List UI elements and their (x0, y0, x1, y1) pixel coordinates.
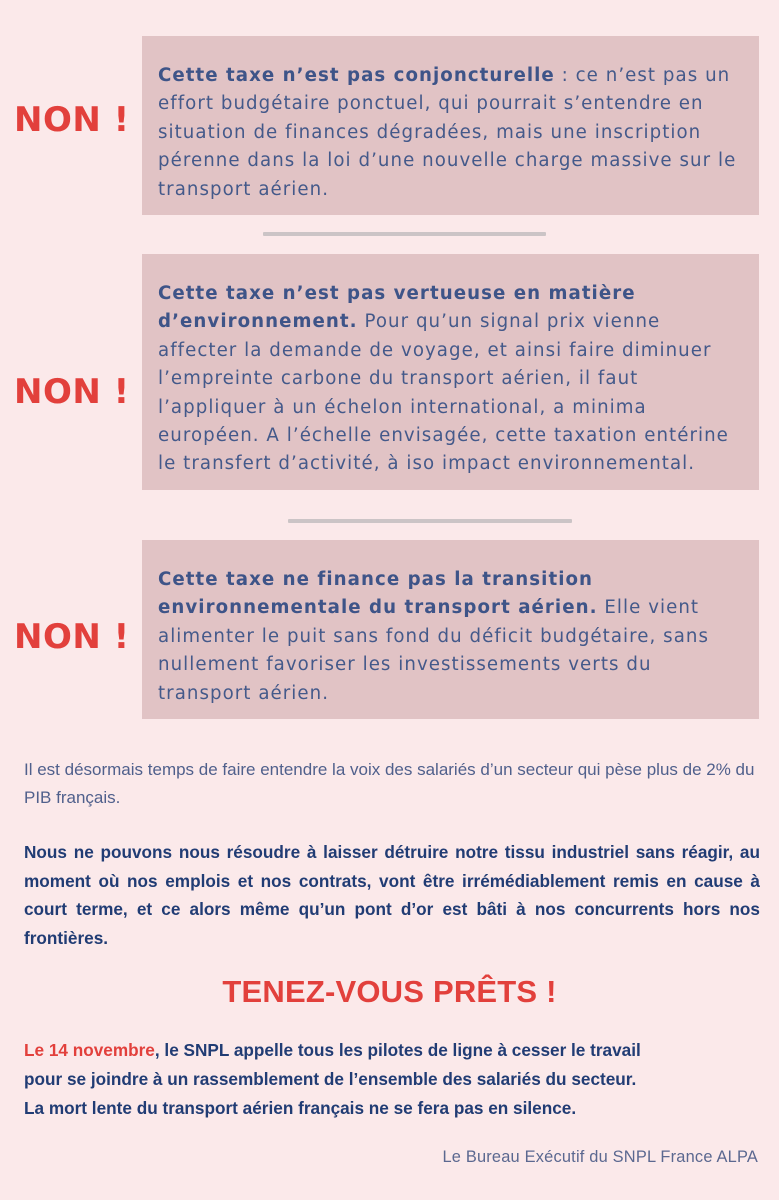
argument-1-text: : ce n’est pas un effort budgétaire ponctuel, qui pourrait s’entendre en situation de finances dégradées, mais une inscription pérenne dans la loi d’une nouvelle charge massive sur le transport aérien. (158, 65, 737, 200)
intro-paragraph: Il est désormais temps de faire entendre la voix des salariés d’un secteur qui pèse plus de 2% du PIB français. (24, 760, 755, 807)
argument-box-3 (142, 540, 759, 719)
non-badge-3: NON ! (14, 617, 130, 657)
argument-1-heading: Cette taxe n’est pas conjoncturelle (158, 65, 555, 86)
non-badge-2: NON ! (14, 372, 130, 412)
argument-2-heading: Cette taxe n’est pas vertueuse en matière d’environnement. (158, 283, 636, 333)
argument-2-text: Pour qu’un signal prix vienne affecter la demande de voyage, et ainsi faire diminuer l’empreinte carbone du transport aérien, il faut l’appliquer à un échelon international, a minima européen. A l’échelle envisagée, cette taxation entérine le transfert d’activité, à iso impact environnemental. (158, 311, 729, 475)
argument-3-heading: Cette taxe ne finance pas la transition environnementale du transport aérien. (158, 569, 598, 619)
divider-2 (288, 519, 572, 523)
signature: Le Bureau Exécutif du SNPL France ALPA (442, 1148, 758, 1166)
argument-box-2 (142, 254, 759, 490)
call-line-3: La mort lente du transport aérien français ne se fera pas en silence. (24, 1098, 577, 1118)
headline: TENEZ-VOUS PRÊTS ! (222, 974, 557, 1009)
call-to-action (24, 1036, 760, 1123)
call-line-1-text: , le SNPL appelle tous les pilotes de ligne à cesser le travail (154, 1040, 641, 1060)
call-line-1 (24, 1036, 760, 1065)
argument-3-text: Elle vient alimenter le puit sans fond du déficit budgétaire, sans nullement favoriser les investissements verts du transport aérien. (158, 597, 710, 704)
argument-box-1 (142, 36, 759, 215)
strike-date: Le 14 novembre (24, 1040, 155, 1060)
divider-1 (263, 232, 546, 236)
statement-paragraph: Nous ne pouvons nous résoudre à laisser détruire notre tissu industriel sans réagir, au moment où nos emplois et nos contrats, vont être irrémédiablement remis en cause à court terme, et ce alors même qu’un pont d’or est bâti à nos concurrents hors nos frontières. (24, 842, 760, 948)
call-line-2: pour se joindre à un rassemblement de l’ensemble des salariés du secteur. (24, 1069, 637, 1089)
non-badge-1: NON ! (14, 100, 130, 140)
